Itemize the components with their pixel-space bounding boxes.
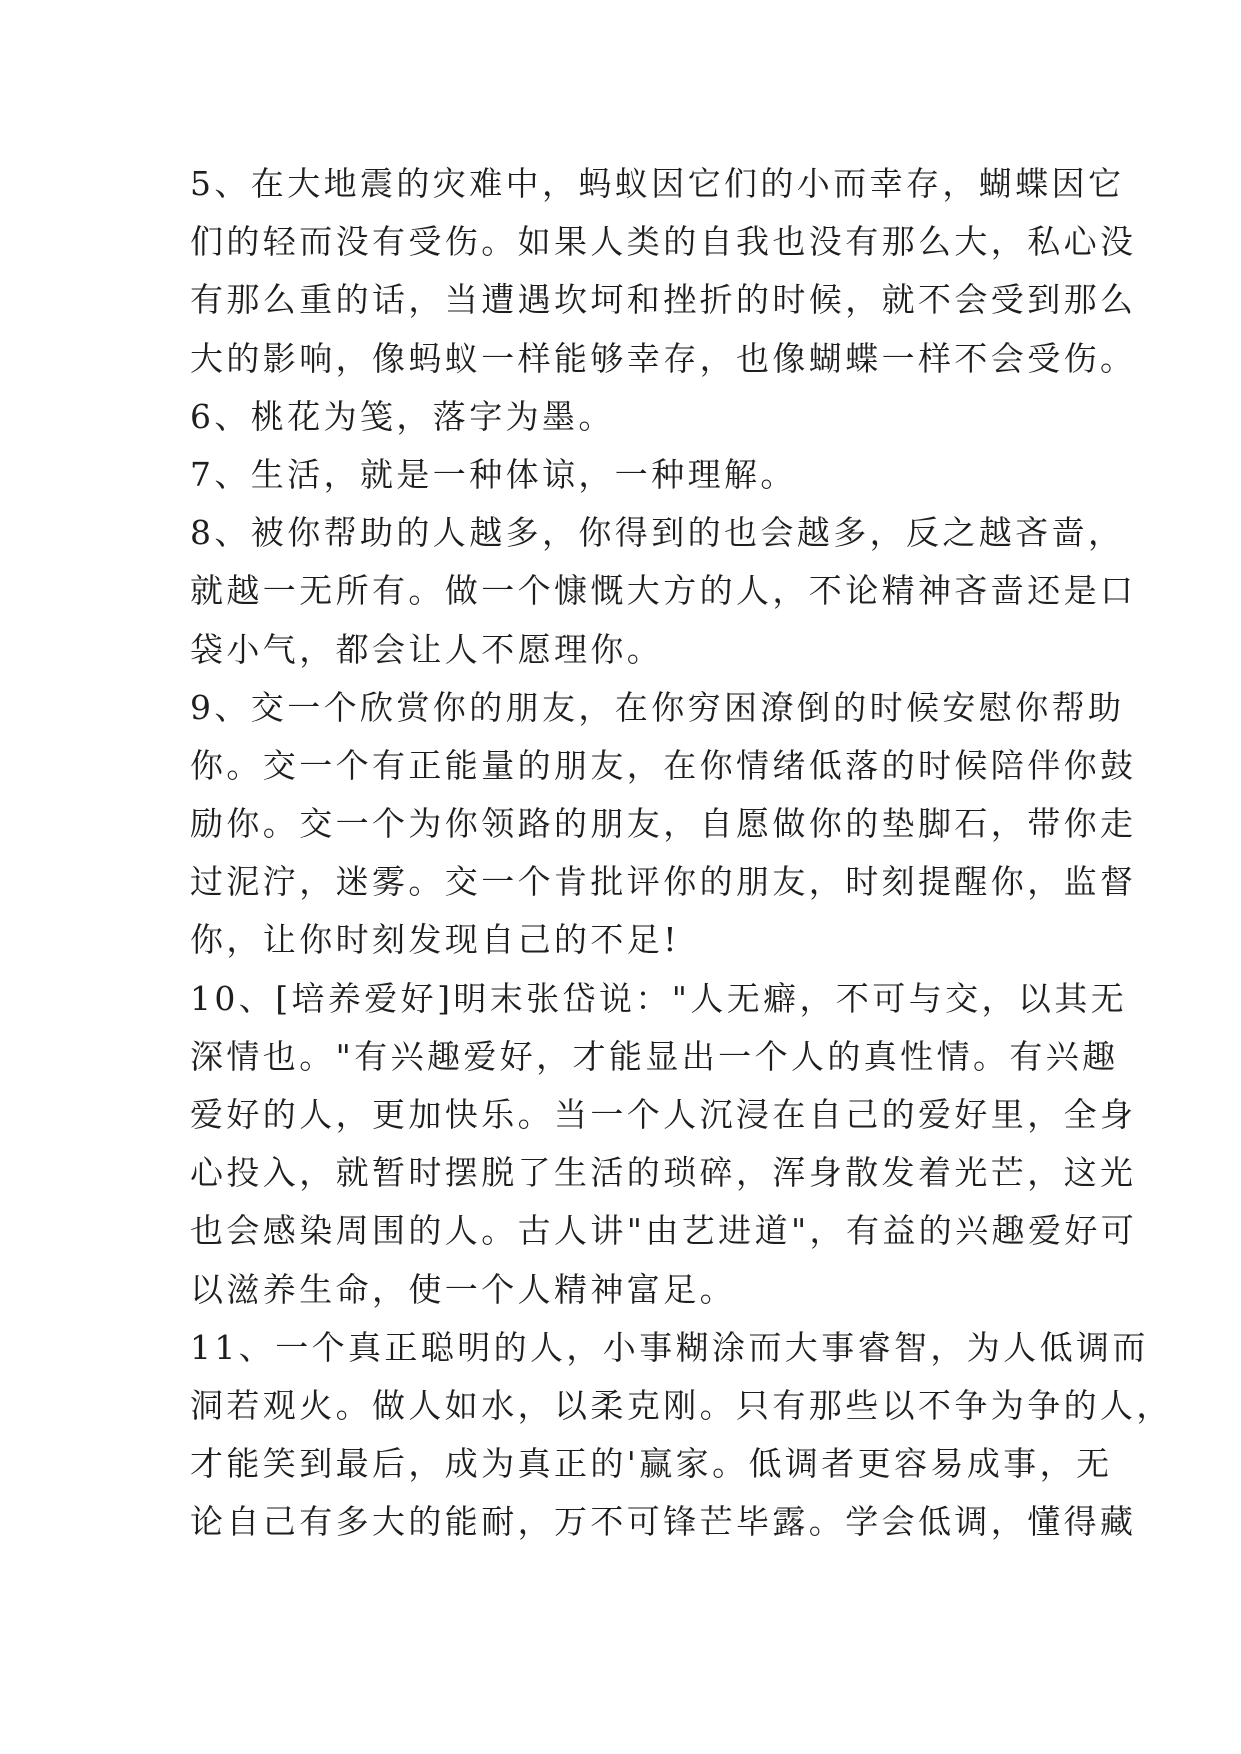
text-line: 袋小气，都会让人不愿理你。 [190, 629, 664, 669]
text-line: 才能笑到最后，成为真正的'赢家。低调者更容易成事，无 [190, 1444, 1113, 1484]
text-line: 洞若观火。做人如水，以柔克刚。只有那些以不争为争的人， [190, 1385, 1173, 1425]
text-line: 就越一无所有。做一个慷慨大方的人，不论精神吝啬还是口 [190, 571, 1137, 611]
text-line: 以滋养生命，使一个人精神富足。 [190, 1269, 736, 1309]
text-line: 们的轻而没有受伤。如果人类的自我也没有那么大，私心没 [190, 222, 1137, 262]
text-line: 有那么重的话，当遭遇坎坷和挫折的时候，就不会受到那么 [190, 280, 1137, 320]
text-line: 7、生活，就是一种体谅，一种理解。 [190, 454, 797, 494]
text-line: 10、[培养爱好]明末张岱说："人无癖，不可与交，以其无 [190, 978, 1128, 1018]
text-line: 11、一个真正聪明的人，小事糊涂而大事睿智，为人低调而 [190, 1327, 1149, 1367]
body-text [190, 155, 1173, 1552]
text-line: 9、交一个欣赏你的朋友，在你穷困潦倒的时候安慰你帮助 [190, 687, 1125, 727]
text-line: 深情也。"有兴趣爱好，才能显出一个人的真性情。有兴趣 [190, 1036, 1119, 1076]
text-line: 论自己有多大的能耐，万不可锋芒毕露。学会低调，懂得藏 [190, 1502, 1137, 1542]
text-line: 你。交一个有正能量的朋友，在你情绪低落的时候陪伴你鼓 [190, 745, 1137, 785]
text-line: 励你。交一个为你领路的朋友，自愿做你的垫脚石，带你走 [190, 804, 1137, 844]
text-line: 6、桃花为笺，落字为墨。 [190, 396, 615, 436]
text-line: 过泥泞，迷雾。交一个肯批评你的朋友，时刻提醒你，监督 [190, 862, 1137, 902]
text-line: 8、被你帮助的人越多，你得到的也会越多，反之越吝啬， [190, 513, 1125, 553]
text-line: 你，让你时刻发现自己的不足! [190, 920, 680, 960]
text-line: 爱好的人，更加快乐。当一个人沉浸在自己的爱好里，全身 [190, 1095, 1137, 1134]
text-line: 心投入，就暂时摆脱了生活的琐碎，浑身散发着光芒，这光 [190, 1153, 1137, 1193]
text-line: 5、在大地震的灾难中，蚂蚁因它们的小而幸存，蝴蝶因它 [190, 164, 1125, 203]
text-line: 大的影响，像蚂蚁一样能够幸存，也像蝴蝶一样不会受伤。 [190, 338, 1137, 378]
text-line: 也会感染周围的人。古人讲"由艺进道"，有益的兴趣爱好可 [190, 1211, 1138, 1251]
